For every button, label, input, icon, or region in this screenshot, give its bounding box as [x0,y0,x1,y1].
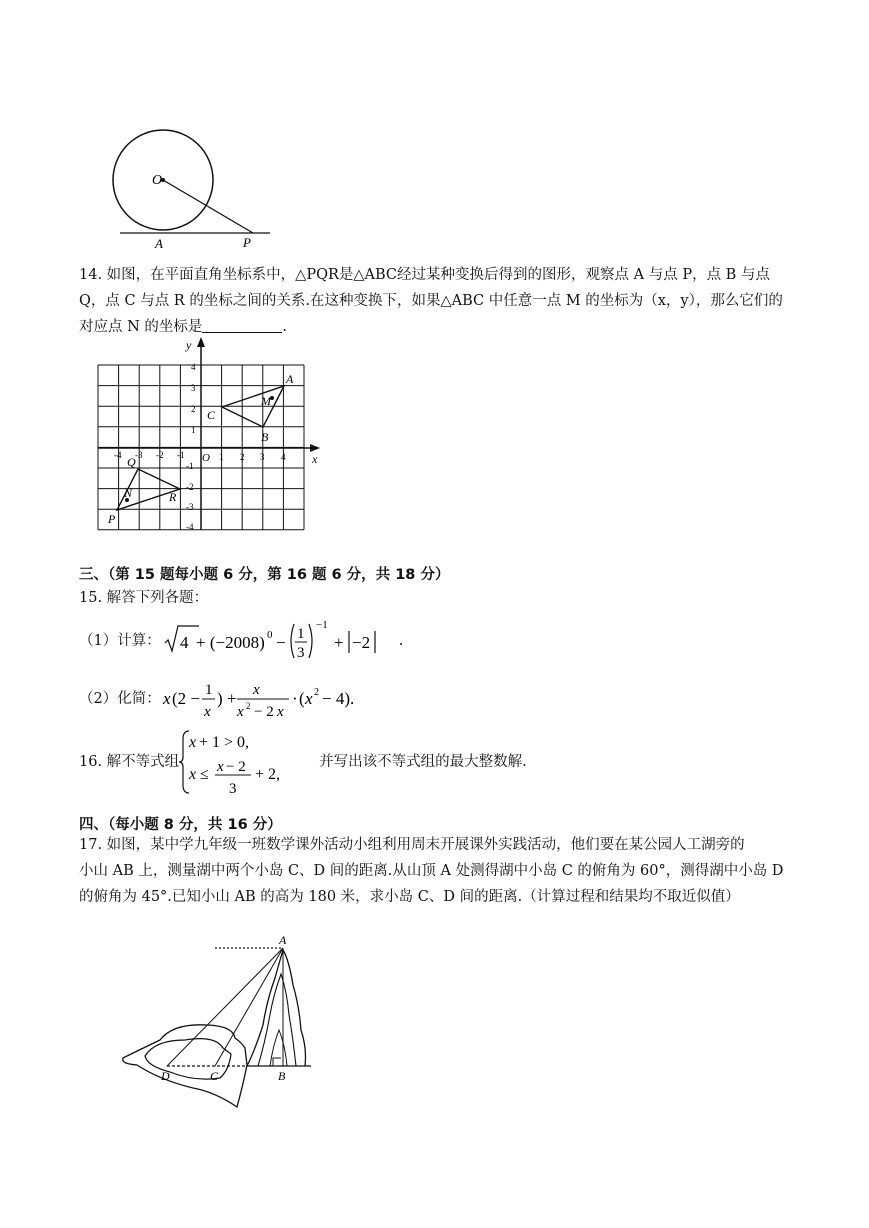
svg-text:+ 2,: + 2, [255,766,281,783]
y-tick-neg4: -4 [186,522,194,532]
svg-text:2: 2 [245,701,251,711]
answer-blank[interactable] [202,316,282,333]
y-tick-neg3: -3 [186,502,194,512]
coordinate-grid-figure [90,335,330,535]
label-a: A [286,372,294,386]
q15-1-expression [163,618,393,664]
svg-text:− 2: − 2 [226,759,246,775]
x-axis-arrow [310,444,320,452]
svg-text:2: 2 [313,687,319,698]
x-tick-neg2: -2 [156,450,164,460]
svg-text:x: x [189,734,197,751]
label-a: A [155,236,163,251]
q15-title: 15. 解答下列各题： [79,590,209,606]
q17-line1: 17. 如图，某中学九年级一班数学课外活动小组利用周末开展课外实践活动，他们要在某公园人工湖旁的 [79,837,745,853]
y-tick-neg1: -1 [186,461,194,471]
y-tick-neg2: -2 [186,482,194,492]
svg-text:+ 1 > 0,: + 1 > 0, [199,734,250,751]
svg-text:−2: −2 [351,633,370,652]
svg-text:1: 1 [204,682,213,698]
q14-line3-prefix: 对应点 N 的坐标是 [79,319,203,335]
mountain-outline [247,950,306,1066]
svg-text:− 4).: − 4). [321,689,354,708]
svg-text:−1: −1 [315,619,328,631]
svg-text:·: · [291,689,298,708]
section4-heading: 四、（每小题 8 分，共 16 分） [79,817,282,833]
label-c: C [207,408,216,422]
svg-text:+ (−2008): + (−2008) [195,633,265,652]
svg-text:3: 3 [296,645,305,661]
label-c: C [210,1069,219,1083]
y-tick-3: 3 [191,383,196,393]
section3-heading: 三、（第 15 题每小题 6 分，第 16 题 6 分，共 18 分） [79,567,450,583]
x-tick-neg4: -4 [114,450,122,460]
label-b: B [278,1069,286,1083]
q14-line3-suffix: . [282,319,288,335]
label-m: M [261,394,271,408]
x-axis-label: x [312,452,318,466]
q15-1-label: （1）计算： [79,633,161,649]
x-tick-1: 1 [219,452,224,462]
y-tick-4: 4 [191,362,196,372]
svg-text:x: x [252,682,260,698]
label-p: P [108,512,116,526]
label-d: D [161,1069,170,1083]
q17-line3: 的俯角为 45°.已知小山 AB 的高为 180 米，求小岛 C、D 间的距离.（计算过程和结果均不取近似值） [79,889,740,905]
svg-text:x: x [162,689,171,708]
q15-2 [79,675,391,723]
svg-text:3: 3 [229,781,237,797]
q15-2-expression [161,674,391,724]
svg-text:+: + [333,633,344,652]
svg-text:−: − [275,633,286,652]
q15-1: （1）计算： 4 + (−2008) 0 − 1 3 −1 + −2 . [79,621,403,661]
y-tick-1: 1 [191,425,196,435]
x-tick-neg1: -1 [177,450,185,460]
q17-text [79,832,799,910]
label-b: B [261,430,269,444]
y-axis-label: y [186,338,192,352]
svg-text:1: 1 [296,626,305,642]
q16-suffix: 并写出该不等式组的最大整数解. [319,754,527,770]
svg-text:x: x [189,766,197,783]
svg-text:4: 4 [179,633,189,652]
origin-label: O [202,452,210,464]
q16-inequality-system [179,727,319,797]
y-axis-arrow [197,337,205,347]
q17-line2: 小山 AB 上，测量湖中两个小岛 C、D 间的距离.从山顶 A 处测得湖中小岛 C 的俯角为 60°，测得湖中小岛 D [79,863,784,879]
q14-line2: Q，点 C 与点 R 的坐标之间的关系.在这种变换下，如果△ABC 中任意一点 M 的坐标为（x，y），那么它们的 [79,293,783,309]
label-n: N [124,486,133,500]
svg-text:) +: ) + [216,689,237,708]
svg-text:x: x [217,759,224,775]
svg-text:(2 −: (2 − [171,689,200,708]
label-q: Q [127,455,136,469]
svg-text:x: x [276,704,284,720]
q16 [79,727,527,797]
svg-text:x: x [203,704,211,720]
svg-text:0: 0 [266,629,273,641]
x-tick-neg3: -3 [135,450,143,460]
svg-text:x: x [304,689,313,708]
q15-2-label: （2）化简： [79,691,161,707]
label-a: A [279,933,287,947]
x-tick-3: 3 [260,452,265,462]
x-tick-4: 4 [281,452,286,462]
q14-line1: 14. 如图，在平面直角坐标系中，△PQR是△ABC经过某种变换后得到的图形，观察点 A 与点 P，点 B 与点 [79,267,770,283]
svg-text:− 2: − 2 [253,704,274,720]
q16-prefix: 16. 解不等式组 [79,754,180,770]
lake-mountain-figure [115,930,325,1110]
svg-text:x: x [236,704,244,720]
segment-op [163,180,253,233]
q14-text [79,262,799,340]
label-o: O [152,173,163,188]
y-tick-2: 2 [191,404,196,414]
label-p: P [243,235,251,250]
x-tick-2: 2 [240,452,245,462]
circle-tangent-figure [85,120,285,255]
label-r: R [169,490,177,504]
svg-text:≤: ≤ [200,766,209,783]
right-angle-marker [273,1058,281,1066]
svg-text:(: ( [298,689,305,708]
